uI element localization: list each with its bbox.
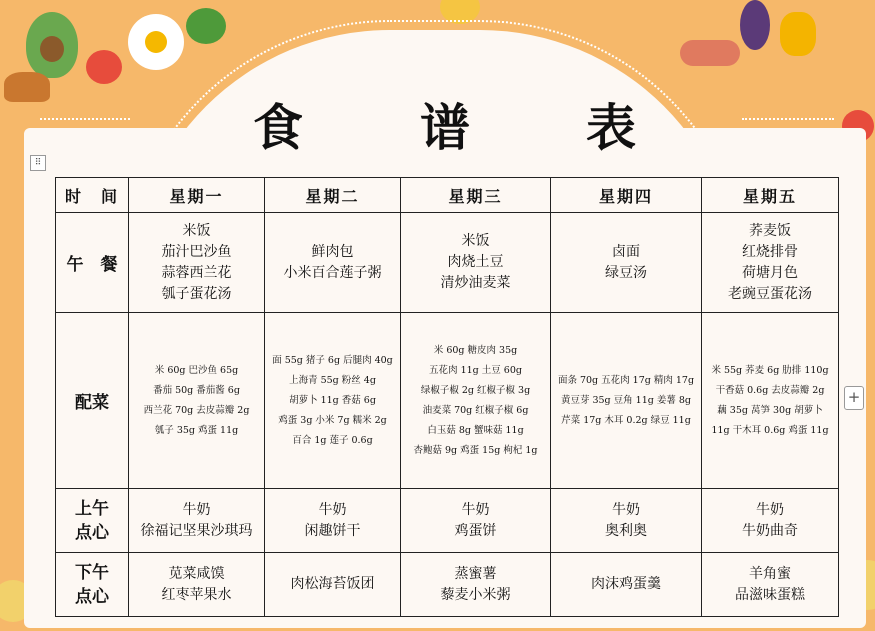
menu-cell-line: 米饭 (182, 222, 211, 239)
menu-cell-line: 米 60g 巴沙鱼 65g (154, 364, 239, 376)
menu-cell-line: 芹菜 17g 木耳 0.2g 绿豆 11g (561, 414, 691, 426)
menu-cell (265, 489, 401, 553)
title-char-1: 食 (253, 99, 303, 157)
menu-cell-line: 卤面 (612, 243, 640, 260)
menu-cell-line: 藕 35g 莴笋 30g 胡萝卜 (717, 404, 823, 416)
menu-cell (265, 313, 401, 489)
side-dish-row (56, 313, 839, 489)
header-thursday: 星期四 (551, 178, 702, 213)
menu-cell-line: 牛奶 (612, 501, 640, 518)
menu-cell-line: 苋菜咸馍 (168, 565, 225, 582)
menu-cell-line: 红枣苹果水 (161, 586, 232, 603)
menu-cell (401, 313, 551, 489)
menu-cell-line: 小米百合莲子粥 (283, 264, 382, 281)
menu-cell-line: 蒸蜜薯 (454, 565, 497, 582)
menu-cell-line: 牛奶 (756, 501, 784, 518)
table-drag-handle[interactable]: ⠿ (30, 155, 46, 171)
menu-cell-line: 闲趣饼干 (304, 522, 361, 539)
title-char-2: 谱 (420, 99, 470, 157)
menu-cell-line: 黄豆芽 35g 豆角 11g 姜薯 8g (560, 394, 692, 406)
menu-cell (129, 213, 265, 313)
menu-cell-line: 牛奶 (182, 501, 211, 518)
egg-yolk-decoration (145, 31, 167, 53)
menu-cell-line: 清炒油麦菜 (440, 275, 511, 291)
menu-cell-line: 肉烧土豆 (447, 254, 504, 270)
header-row (56, 178, 839, 213)
menu-cell-line: 白玉菇 8g 蟹味菇 11g (427, 424, 524, 436)
menu-cell (702, 489, 839, 553)
menu-cell (129, 489, 265, 553)
header-friday: 星期五 (702, 178, 839, 213)
menu-cell (401, 553, 551, 617)
menu-cell-line: 荷塘月色 (742, 264, 798, 281)
menu-cell-line: 徐福记坚果沙琪玛 (140, 522, 253, 539)
menu-cell (551, 553, 702, 617)
menu-cell-line: 油麦菜 70g 红椒子椒 6g (422, 404, 529, 416)
lunch-row (56, 213, 839, 313)
sausage-decoration (680, 40, 740, 66)
menu-cell-line: 荞麦饭 (749, 222, 791, 239)
pepper-decoration (780, 12, 816, 56)
row-label: 配菜 (56, 313, 129, 489)
menu-cell-line: 上海青 55g 粉丝 4g (289, 374, 376, 386)
eggplant-decoration (740, 0, 770, 50)
menu-cell-line: 肉沫鸡蛋羹 (591, 576, 661, 592)
menu-cell-line: 杏鲍菇 9g 鸡蛋 15g 枸杞 1g (413, 444, 538, 456)
menu-cell-line: 绿豆汤 (605, 264, 647, 281)
menu-cell (702, 213, 839, 313)
row-label: 下午点心 (56, 553, 129, 617)
row-label: 午 餐 (56, 213, 129, 313)
menu-cell-line: 鲜肉包 (311, 243, 354, 260)
afternoon-snack-row (56, 553, 839, 617)
menu-cell-line: 牛奶 (318, 501, 347, 518)
menu-cell-line: 鸡蛋 3g 小米 7g 糯米 2g (278, 414, 387, 426)
menu-cell-line: 米 60g 糖皮肉 35g (433, 344, 518, 356)
menu-cell-line: 瓠子蛋花汤 (161, 285, 232, 302)
menu-cell-line: 奥利奥 (605, 522, 647, 539)
add-column-button[interactable]: + (844, 386, 864, 410)
menu-cell-line: 五花肉 11g 土豆 60g (429, 364, 522, 376)
menu-cell-line: 面条 70g 五花肉 17g 精肉 17g (557, 374, 695, 386)
menu-cell-line: 老豌豆蛋花汤 (728, 285, 812, 302)
title-char-3: 表 (586, 99, 636, 157)
menu-cell (129, 553, 265, 617)
header-monday: 星期一 (129, 178, 265, 213)
menu-cell (702, 553, 839, 617)
menu-cell-line: 藜麦小米粥 (440, 586, 511, 603)
menu-cell-line: 11g 干木耳 0.6g 鸡蛋 11g (711, 424, 829, 436)
menu-cell-line: 鸡蛋饼 (454, 522, 497, 539)
menu-cell-line: 绿椒子椒 2g 红椒子椒 3g (420, 384, 531, 396)
menu-cell (551, 213, 702, 313)
menu-cell-line: 瓠子 35g 鸡蛋 11g (154, 424, 239, 436)
avocado-pit-decoration (40, 36, 64, 62)
menu-cell-line: 牛奶 (461, 501, 490, 518)
menu-cell-line: 肉松海苔饭团 (290, 576, 375, 592)
menu-table (55, 177, 839, 617)
menu-cell (551, 489, 702, 553)
menu-cell (551, 313, 702, 489)
menu-cell-line: 西兰花 70g 去皮蒜瓣 2g (143, 404, 250, 416)
menu-cell (401, 489, 551, 553)
menu-cell-line: 茄汁巴沙鱼 (161, 243, 232, 260)
menu-cell-line: 羊角蜜 (749, 565, 791, 582)
morning-snack-row (56, 489, 839, 553)
menu-cell-line: 百合 1g 莲子 0.6g (292, 434, 373, 446)
menu-cell (702, 313, 839, 489)
header-time: 时 间 (56, 178, 129, 213)
row-label: 上午点心 (56, 489, 129, 553)
broccoli-decoration (186, 8, 226, 44)
menu-body (56, 213, 839, 617)
menu-cell-line: 米饭 (461, 233, 490, 249)
menu-cell-line: 面 55g 猪子 6g 后腿肉 40g (272, 354, 393, 366)
menu-cell-line: 蒜蓉西兰花 (161, 264, 232, 281)
tomato-decoration (86, 50, 122, 84)
menu-cell (265, 553, 401, 617)
menu-cell-line: 番茄 50g 番茄酱 6g (153, 384, 240, 396)
menu-cell-line: 牛奶曲奇 (742, 522, 798, 539)
menu-cell-line: 品滋味蛋糕 (735, 586, 805, 603)
menu-cell-line: 干香菇 0.6g 去皮蒜瓣 2g (715, 384, 825, 396)
menu-cell (265, 213, 401, 313)
menu-cell-line: 红烧排骨 (742, 243, 798, 260)
header-wednesday: 星期三 (401, 178, 551, 213)
header-tuesday: 星期二 (265, 178, 401, 213)
menu-cell-line: 米 55g 荞麦 6g 肋排 110g (711, 364, 829, 376)
menu-cell-line: 胡萝卜 11g 香菇 6g (289, 394, 376, 406)
menu-cell (401, 213, 551, 313)
menu-cell (129, 313, 265, 489)
page-title (0, 88, 875, 158)
